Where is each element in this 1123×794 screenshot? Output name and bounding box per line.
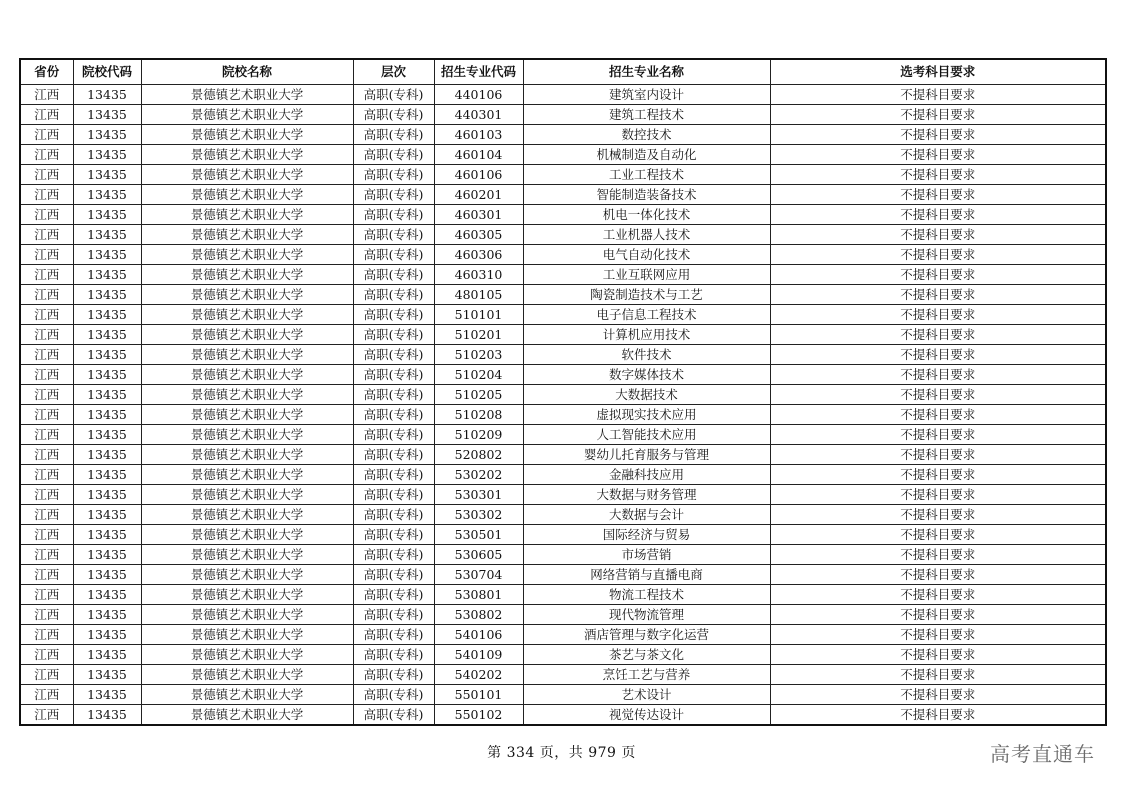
major-code-cell: 550101 <box>434 685 523 705</box>
major-name-cell: 工业工程技术 <box>523 165 770 185</box>
major-name-cell: 智能制造装备技术 <box>523 185 770 205</box>
major-name-cell: 市场营销 <box>523 545 770 565</box>
province-cell: 江西 <box>20 85 73 105</box>
subject-requirement-cell: 不提科目要求 <box>770 705 1106 726</box>
table-row <box>20 165 1106 185</box>
province-cell: 江西 <box>20 305 73 325</box>
major-name-cell: 艺术设计 <box>523 685 770 705</box>
major-name-cell: 国际经济与贸易 <box>523 525 770 545</box>
level-cell: 高职(专科) <box>353 385 434 405</box>
table-row <box>20 565 1106 585</box>
major-name-cell: 计算机应用技术 <box>523 325 770 345</box>
subject-requirement-cell: 不提科目要求 <box>770 305 1106 325</box>
province-cell: 江西 <box>20 325 73 345</box>
header-province: 省份 <box>20 59 73 85</box>
school-code-cell: 13435 <box>73 325 141 345</box>
major-name-cell: 大数据与财务管理 <box>523 485 770 505</box>
school-name-cell: 景德镇艺术职业大学 <box>141 365 353 385</box>
table-row <box>20 125 1106 145</box>
school-name-cell: 景德镇艺术职业大学 <box>141 205 353 225</box>
school-code-cell: 13435 <box>73 545 141 565</box>
subject-requirement-cell: 不提科目要求 <box>770 205 1106 225</box>
school-name-cell: 景德镇艺术职业大学 <box>141 165 353 185</box>
school-name-cell: 景德镇艺术职业大学 <box>141 685 353 705</box>
subject-requirement-cell: 不提科目要求 <box>770 625 1106 645</box>
province-cell: 江西 <box>20 125 73 145</box>
school-code-cell: 13435 <box>73 345 141 365</box>
level-cell: 高职(专科) <box>353 565 434 585</box>
school-code-cell: 13435 <box>73 185 141 205</box>
major-code-cell: 540106 <box>434 625 523 645</box>
subject-requirement-cell: 不提科目要求 <box>770 425 1106 445</box>
table-row <box>20 85 1106 105</box>
province-cell: 江西 <box>20 185 73 205</box>
subject-requirement-cell: 不提科目要求 <box>770 585 1106 605</box>
level-cell: 高职(专科) <box>353 505 434 525</box>
school-name-cell: 景德镇艺术职业大学 <box>141 385 353 405</box>
province-cell: 江西 <box>20 465 73 485</box>
school-code-cell: 13435 <box>73 205 141 225</box>
level-cell: 高职(专科) <box>353 485 434 505</box>
table-row <box>20 405 1106 425</box>
subject-requirement-cell: 不提科目要求 <box>770 485 1106 505</box>
school-code-cell: 13435 <box>73 105 141 125</box>
table-row <box>20 285 1106 305</box>
school-code-cell: 13435 <box>73 385 141 405</box>
subject-requirement-cell: 不提科目要求 <box>770 565 1106 585</box>
table-header-row <box>20 59 1106 85</box>
school-code-cell: 13435 <box>73 705 141 726</box>
school-code-cell: 13435 <box>73 485 141 505</box>
page-number: 第 334 页，共 979 页 <box>487 745 636 761</box>
school-name-cell: 景德镇艺术职业大学 <box>141 445 353 465</box>
major-name-cell: 大数据技术 <box>523 385 770 405</box>
province-cell: 江西 <box>20 285 73 305</box>
major-code-cell: 460104 <box>434 145 523 165</box>
school-name-cell: 景德镇艺术职业大学 <box>141 285 353 305</box>
province-cell: 江西 <box>20 385 73 405</box>
major-name-cell: 软件技术 <box>523 345 770 365</box>
province-cell: 江西 <box>20 525 73 545</box>
enrollment-table <box>19 58 1107 726</box>
subject-requirement-cell: 不提科目要求 <box>770 245 1106 265</box>
province-cell: 江西 <box>20 605 73 625</box>
school-name-cell: 景德镇艺术职业大学 <box>141 485 353 505</box>
level-cell: 高职(专科) <box>353 205 434 225</box>
major-code-cell: 460106 <box>434 165 523 185</box>
level-cell: 高职(专科) <box>353 605 434 625</box>
major-code-cell: 510209 <box>434 425 523 445</box>
province-cell: 江西 <box>20 205 73 225</box>
level-cell: 高职(专科) <box>353 585 434 605</box>
major-code-cell: 540202 <box>434 665 523 685</box>
school-name-cell: 景德镇艺术职业大学 <box>141 525 353 545</box>
school-code-cell: 13435 <box>73 525 141 545</box>
level-cell: 高职(专科) <box>353 125 434 145</box>
school-code-cell: 13435 <box>73 605 141 625</box>
major-name-cell: 虚拟现实技术应用 <box>523 405 770 425</box>
school-name-cell: 景德镇艺术职业大学 <box>141 505 353 525</box>
school-code-cell: 13435 <box>73 365 141 385</box>
province-cell: 江西 <box>20 145 73 165</box>
table-row <box>20 525 1106 545</box>
school-name-cell: 景德镇艺术职业大学 <box>141 305 353 325</box>
major-code-cell: 530802 <box>434 605 523 625</box>
subject-requirement-cell: 不提科目要求 <box>770 525 1106 545</box>
school-code-cell: 13435 <box>73 685 141 705</box>
subject-requirement-cell: 不提科目要求 <box>770 105 1106 125</box>
table-row <box>20 465 1106 485</box>
major-code-cell: 510204 <box>434 365 523 385</box>
major-code-cell: 460306 <box>434 245 523 265</box>
school-name-cell: 景德镇艺术职业大学 <box>141 105 353 125</box>
major-name-cell: 酒店管理与数字化运营 <box>523 625 770 645</box>
province-cell: 江西 <box>20 345 73 365</box>
school-code-cell: 13435 <box>73 465 141 485</box>
school-code-cell: 13435 <box>73 585 141 605</box>
header-subject-requirement: 选考科目要求 <box>770 59 1106 85</box>
subject-requirement-cell: 不提科目要求 <box>770 185 1106 205</box>
table-row <box>20 705 1106 726</box>
subject-requirement-cell: 不提科目要求 <box>770 125 1106 145</box>
school-name-cell: 景德镇艺术职业大学 <box>141 645 353 665</box>
province-cell: 江西 <box>20 485 73 505</box>
school-code-cell: 13435 <box>73 245 141 265</box>
major-name-cell: 建筑工程技术 <box>523 105 770 125</box>
level-cell: 高职(专科) <box>353 345 434 365</box>
header-school-code: 院校代码 <box>73 59 141 85</box>
school-code-cell: 13435 <box>73 405 141 425</box>
header-major-code: 招生专业代码 <box>434 59 523 85</box>
province-cell: 江西 <box>20 705 73 726</box>
subject-requirement-cell: 不提科目要求 <box>770 465 1106 485</box>
major-code-cell: 520802 <box>434 445 523 465</box>
province-cell: 江西 <box>20 665 73 685</box>
subject-requirement-cell: 不提科目要求 <box>770 405 1106 425</box>
province-cell: 江西 <box>20 245 73 265</box>
subject-requirement-cell: 不提科目要求 <box>770 85 1106 105</box>
school-code-cell: 13435 <box>73 285 141 305</box>
level-cell: 高职(专科) <box>353 285 434 305</box>
school-name-cell: 景德镇艺术职业大学 <box>141 405 353 425</box>
school-name-cell: 景德镇艺术职业大学 <box>141 665 353 685</box>
table-row <box>20 265 1106 285</box>
level-cell: 高职(专科) <box>353 105 434 125</box>
major-code-cell: 510101 <box>434 305 523 325</box>
level-cell: 高职(专科) <box>353 645 434 665</box>
province-cell: 江西 <box>20 445 73 465</box>
table-body <box>20 85 1106 726</box>
level-cell: 高职(专科) <box>353 185 434 205</box>
school-name-cell: 景德镇艺术职业大学 <box>141 545 353 565</box>
province-cell: 江西 <box>20 625 73 645</box>
school-name-cell: 景德镇艺术职业大学 <box>141 85 353 105</box>
school-code-cell: 13435 <box>73 265 141 285</box>
level-cell: 高职(专科) <box>353 545 434 565</box>
table-row <box>20 145 1106 165</box>
school-code-cell: 13435 <box>73 165 141 185</box>
level-cell: 高职(专科) <box>353 225 434 245</box>
watermark-text: 高考直通车 <box>990 742 1095 766</box>
major-name-cell: 电气自动化技术 <box>523 245 770 265</box>
province-cell: 江西 <box>20 425 73 445</box>
school-name-cell: 景德镇艺术职业大学 <box>141 265 353 285</box>
level-cell: 高职(专科) <box>353 685 434 705</box>
province-cell: 江西 <box>20 585 73 605</box>
table-row <box>20 625 1106 645</box>
table-row <box>20 545 1106 565</box>
table-row <box>20 665 1106 685</box>
subject-requirement-cell: 不提科目要求 <box>770 325 1106 345</box>
major-name-cell: 婴幼儿托育服务与管理 <box>523 445 770 465</box>
major-code-cell: 510201 <box>434 325 523 345</box>
major-code-cell: 460301 <box>434 205 523 225</box>
subject-requirement-cell: 不提科目要求 <box>770 545 1106 565</box>
school-code-cell: 13435 <box>73 505 141 525</box>
school-name-cell: 景德镇艺术职业大学 <box>141 345 353 365</box>
level-cell: 高职(专科) <box>353 705 434 726</box>
header-level: 层次 <box>353 59 434 85</box>
subject-requirement-cell: 不提科目要求 <box>770 225 1106 245</box>
major-code-cell: 550102 <box>434 705 523 726</box>
school-code-cell: 13435 <box>73 665 141 685</box>
subject-requirement-cell: 不提科目要求 <box>770 445 1106 465</box>
subject-requirement-cell: 不提科目要求 <box>770 385 1106 405</box>
school-name-cell: 景德镇艺术职业大学 <box>141 585 353 605</box>
school-code-cell: 13435 <box>73 225 141 245</box>
major-name-cell: 大数据与会计 <box>523 505 770 525</box>
school-name-cell: 景德镇艺术职业大学 <box>141 125 353 145</box>
header-major-name: 招生专业名称 <box>523 59 770 85</box>
province-cell: 江西 <box>20 645 73 665</box>
table-row <box>20 605 1106 625</box>
major-name-cell: 电子信息工程技术 <box>523 305 770 325</box>
level-cell: 高职(专科) <box>353 85 434 105</box>
major-name-cell: 现代物流管理 <box>523 605 770 625</box>
subject-requirement-cell: 不提科目要求 <box>770 365 1106 385</box>
province-cell: 江西 <box>20 405 73 425</box>
province-cell: 江西 <box>20 225 73 245</box>
major-code-cell: 530801 <box>434 585 523 605</box>
major-name-cell: 视觉传达设计 <box>523 705 770 726</box>
school-code-cell: 13435 <box>73 125 141 145</box>
school-code-cell: 13435 <box>73 625 141 645</box>
school-name-cell: 景德镇艺术职业大学 <box>141 605 353 625</box>
major-code-cell: 480105 <box>434 285 523 305</box>
province-cell: 江西 <box>20 165 73 185</box>
major-name-cell: 烹饪工艺与营养 <box>523 665 770 685</box>
province-cell: 江西 <box>20 105 73 125</box>
major-name-cell: 机电一体化技术 <box>523 205 770 225</box>
major-code-cell: 440106 <box>434 85 523 105</box>
level-cell: 高职(专科) <box>353 425 434 445</box>
level-cell: 高职(专科) <box>353 145 434 165</box>
level-cell: 高职(专科) <box>353 465 434 485</box>
major-name-cell: 陶瓷制造技术与工艺 <box>523 285 770 305</box>
major-code-cell: 460201 <box>434 185 523 205</box>
table-row <box>20 505 1106 525</box>
school-name-cell: 景德镇艺术职业大学 <box>141 625 353 645</box>
table-row <box>20 205 1106 225</box>
major-code-cell: 460305 <box>434 225 523 245</box>
level-cell: 高职(专科) <box>353 525 434 545</box>
major-code-cell: 510208 <box>434 405 523 425</box>
table-row <box>20 685 1106 705</box>
major-name-cell: 物流工程技术 <box>523 585 770 605</box>
school-name-cell: 景德镇艺术职业大学 <box>141 185 353 205</box>
level-cell: 高职(专科) <box>353 325 434 345</box>
school-code-cell: 13435 <box>73 85 141 105</box>
subject-requirement-cell: 不提科目要求 <box>770 505 1106 525</box>
province-cell: 江西 <box>20 265 73 285</box>
major-code-cell: 530202 <box>434 465 523 485</box>
school-name-cell: 景德镇艺术职业大学 <box>141 425 353 445</box>
level-cell: 高职(专科) <box>353 305 434 325</box>
level-cell: 高职(专科) <box>353 625 434 645</box>
table-row <box>20 425 1106 445</box>
table-row <box>20 645 1106 665</box>
major-code-cell: 530501 <box>434 525 523 545</box>
major-code-cell: 530605 <box>434 545 523 565</box>
school-name-cell: 景德镇艺术职业大学 <box>141 465 353 485</box>
table-row <box>20 445 1106 465</box>
major-code-cell: 530302 <box>434 505 523 525</box>
school-code-cell: 13435 <box>73 645 141 665</box>
major-name-cell: 数字媒体技术 <box>523 365 770 385</box>
subject-requirement-cell: 不提科目要求 <box>770 265 1106 285</box>
province-cell: 江西 <box>20 685 73 705</box>
subject-requirement-cell: 不提科目要求 <box>770 285 1106 305</box>
major-name-cell: 工业互联网应用 <box>523 265 770 285</box>
major-code-cell: 460310 <box>434 265 523 285</box>
major-name-cell: 金融科技应用 <box>523 465 770 485</box>
subject-requirement-cell: 不提科目要求 <box>770 685 1106 705</box>
level-cell: 高职(专科) <box>353 165 434 185</box>
table-row <box>20 225 1106 245</box>
table-row <box>20 185 1106 205</box>
major-code-cell: 440301 <box>434 105 523 125</box>
major-code-cell: 530301 <box>434 485 523 505</box>
major-code-cell: 460103 <box>434 125 523 145</box>
table-row <box>20 305 1106 325</box>
table-row <box>20 245 1106 265</box>
province-cell: 江西 <box>20 505 73 525</box>
major-code-cell: 510205 <box>434 385 523 405</box>
subject-requirement-cell: 不提科目要求 <box>770 645 1106 665</box>
subject-requirement-cell: 不提科目要求 <box>770 345 1106 365</box>
table-row <box>20 385 1106 405</box>
school-name-cell: 景德镇艺术职业大学 <box>141 325 353 345</box>
table-row <box>20 365 1106 385</box>
level-cell: 高职(专科) <box>353 665 434 685</box>
table-row <box>20 325 1106 345</box>
school-name-cell: 景德镇艺术职业大学 <box>141 245 353 265</box>
school-code-cell: 13435 <box>73 425 141 445</box>
major-name-cell: 数控技术 <box>523 125 770 145</box>
school-name-cell: 景德镇艺术职业大学 <box>141 705 353 726</box>
level-cell: 高职(专科) <box>353 265 434 285</box>
province-cell: 江西 <box>20 545 73 565</box>
header-school-name: 院校名称 <box>141 59 353 85</box>
subject-requirement-cell: 不提科目要求 <box>770 165 1106 185</box>
school-code-cell: 13435 <box>73 445 141 465</box>
major-name-cell: 机械制造及自动化 <box>523 145 770 165</box>
school-code-cell: 13435 <box>73 565 141 585</box>
major-name-cell: 网络营销与直播电商 <box>523 565 770 585</box>
major-name-cell: 工业机器人技术 <box>523 225 770 245</box>
school-name-cell: 景德镇艺术职业大学 <box>141 225 353 245</box>
school-code-cell: 13435 <box>73 305 141 325</box>
level-cell: 高职(专科) <box>353 245 434 265</box>
province-cell: 江西 <box>20 565 73 585</box>
subject-requirement-cell: 不提科目要求 <box>770 145 1106 165</box>
province-cell: 江西 <box>20 365 73 385</box>
major-name-cell: 建筑室内设计 <box>523 85 770 105</box>
major-name-cell: 人工智能技术应用 <box>523 425 770 445</box>
table-row <box>20 345 1106 365</box>
school-name-cell: 景德镇艺术职业大学 <box>141 145 353 165</box>
table-row <box>20 485 1106 505</box>
school-code-cell: 13435 <box>73 145 141 165</box>
major-code-cell: 540109 <box>434 645 523 665</box>
level-cell: 高职(专科) <box>353 445 434 465</box>
subject-requirement-cell: 不提科目要求 <box>770 605 1106 625</box>
table-row <box>20 585 1106 605</box>
level-cell: 高职(专科) <box>353 405 434 425</box>
subject-requirement-cell: 不提科目要求 <box>770 665 1106 685</box>
major-name-cell: 茶艺与茶文化 <box>523 645 770 665</box>
table-row <box>20 105 1106 125</box>
school-name-cell: 景德镇艺术职业大学 <box>141 565 353 585</box>
level-cell: 高职(专科) <box>353 365 434 385</box>
major-code-cell: 530704 <box>434 565 523 585</box>
major-code-cell: 510203 <box>434 345 523 365</box>
